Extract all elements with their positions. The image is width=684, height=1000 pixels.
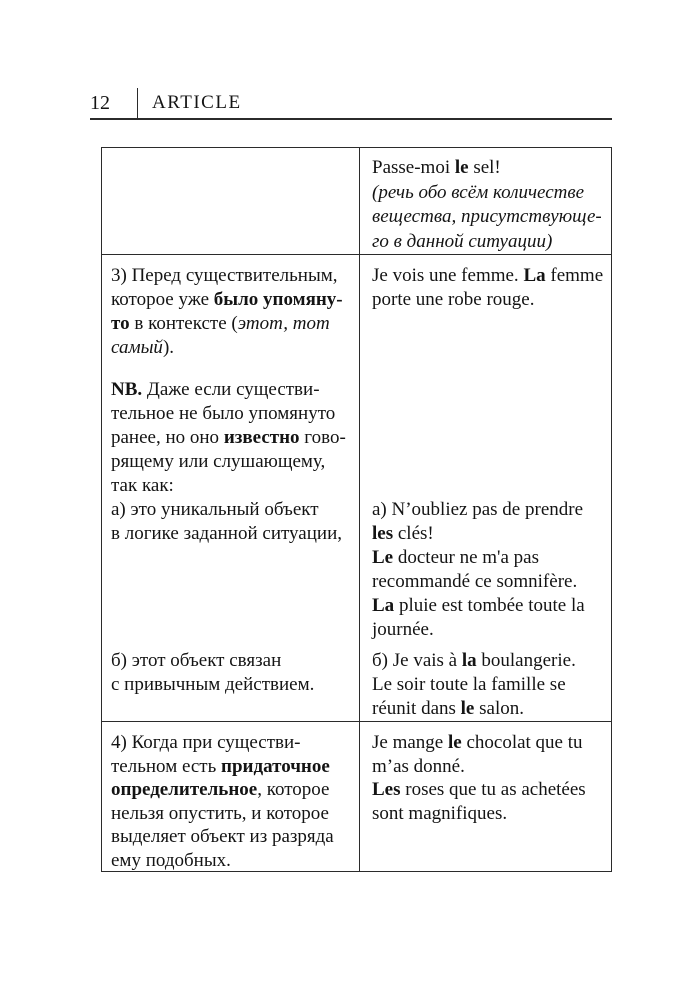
text-line	[111, 673, 351, 697]
text-run: нельзя опустить, и которое	[111, 802, 329, 824]
text-run: sont magnifiques.	[372, 802, 508, 824]
text-line	[111, 450, 351, 474]
text-run: le	[454, 157, 469, 178]
text-run: 3) Перед существительным,	[111, 265, 338, 286]
text-run: самый	[111, 337, 163, 358]
text-line	[111, 649, 351, 673]
text-run: гово-	[299, 427, 346, 448]
text-line	[372, 546, 607, 570]
table-cell-right	[359, 731, 611, 871]
text-line	[111, 264, 351, 288]
text-run: было упомяну-	[213, 289, 343, 310]
text-run: вещества, присутствующе-	[372, 206, 602, 227]
text-line	[372, 649, 607, 673]
text-line	[111, 402, 351, 426]
text-run: Je mange	[372, 732, 448, 753]
text-run: la	[461, 650, 477, 671]
text-line	[372, 522, 607, 546]
text-line	[111, 778, 351, 802]
text-run: femme	[545, 265, 604, 286]
table-cell-left	[102, 264, 359, 377]
text-line	[372, 594, 607, 618]
text-run: réunit dans	[372, 698, 461, 719]
text-line	[111, 474, 351, 498]
text-run: chocolat que tu	[461, 732, 583, 753]
text-line	[111, 426, 351, 450]
text-run: го в данной ситуации)	[372, 230, 553, 252]
text-run: ).	[162, 337, 175, 358]
text-run: journée.	[372, 619, 434, 640]
page-number: 12	[90, 91, 110, 114]
text-line	[372, 570, 607, 594]
text-run: Le	[372, 547, 394, 568]
text-run: Passe-moi	[372, 157, 455, 178]
text-run: с привычным действием.	[111, 674, 315, 695]
table-row	[102, 721, 611, 871]
text-run: le	[447, 732, 462, 753]
text-run: le	[460, 698, 475, 719]
text-line	[372, 778, 607, 802]
text-run: La	[372, 595, 395, 616]
table-cell-left	[102, 731, 359, 871]
table-cell-right	[359, 156, 611, 254]
text-run: Даже если существи-	[142, 379, 320, 400]
text-line	[372, 802, 607, 826]
text-line	[111, 731, 351, 755]
table-section	[102, 497, 611, 649]
text-line	[372, 230, 607, 255]
table-cell-right	[359, 378, 611, 497]
text-run: в логике заданной ситуации,	[111, 523, 342, 544]
table-section	[102, 722, 611, 871]
table-row	[102, 148, 611, 254]
text-run: этот, тот	[237, 313, 330, 334]
text-run: Je vois une femme.	[372, 265, 524, 286]
text-run: так как:	[111, 475, 174, 496]
text-run: (речь обо всём количестве	[372, 181, 585, 203]
text-line	[111, 522, 351, 546]
text-run: которое уже	[111, 289, 214, 310]
text-line	[372, 181, 607, 206]
table-cell-right	[359, 649, 611, 721]
text-run: выделяет объект из разряда	[111, 826, 334, 847]
text-line	[372, 697, 607, 721]
text-line	[111, 498, 351, 522]
text-line	[111, 288, 351, 312]
text-run: тельное не было упомянуто	[111, 403, 336, 424]
text-line	[372, 264, 607, 288]
text-run: определительное	[111, 779, 258, 800]
text-run: NB.	[111, 379, 143, 400]
text-run: clés!	[393, 523, 434, 544]
running-head	[90, 88, 612, 118]
text-line	[372, 755, 607, 779]
table-cell-right	[359, 264, 611, 377]
text-line	[372, 288, 607, 312]
text-run: тельном есть	[111, 755, 222, 777]
text-run: известно	[223, 427, 300, 448]
text-run: Le soir toute la famille se	[372, 674, 566, 695]
header-rule	[90, 118, 612, 120]
chapter-title: ARTICLE	[152, 92, 242, 113]
text-line	[111, 802, 351, 826]
table-section	[102, 649, 611, 721]
text-run: б) этот объект связан	[111, 650, 282, 671]
text-line	[111, 849, 351, 873]
text-run: docteur ne m'a pas	[393, 547, 539, 568]
table-row	[102, 254, 611, 721]
text-run: придаточное	[221, 755, 330, 777]
text-line	[111, 378, 351, 402]
text-run: в контексте (	[129, 313, 238, 334]
text-run: то	[111, 313, 130, 334]
table-cell-right	[359, 498, 611, 649]
text-line	[372, 498, 607, 522]
text-run: а) это уникальный объект	[111, 499, 319, 520]
table-section	[102, 377, 611, 497]
text-line	[111, 312, 351, 336]
text-run: а) N’oubliez pas de prendre	[372, 499, 584, 520]
text-run: recommandé ce somnifère.	[372, 571, 578, 592]
table-cell-left	[102, 378, 359, 497]
table-cell-left	[102, 498, 359, 649]
grammar-table	[101, 147, 612, 872]
text-run: б) Je vais à	[372, 650, 462, 671]
text-run: Les	[372, 779, 401, 800]
table-section	[102, 255, 611, 377]
text-run: boulangerie.	[476, 650, 576, 671]
text-run: roses que tu as achetées	[400, 779, 586, 800]
text-run: salon.	[474, 698, 524, 719]
header-divider	[137, 88, 138, 118]
text-line	[111, 755, 351, 779]
text-run: porte une robe rouge.	[372, 289, 535, 310]
text-line	[111, 336, 351, 360]
text-run: рящему или слушающему,	[111, 451, 326, 472]
text-run: les	[372, 523, 394, 544]
table-section	[102, 148, 611, 254]
text-line	[372, 618, 607, 642]
text-run: pluie est tombée toute la	[394, 595, 585, 616]
text-run: , которое	[257, 779, 330, 800]
table-cell-left	[102, 649, 359, 721]
table-cell-left	[102, 156, 359, 254]
text-line	[372, 205, 607, 230]
text-line	[372, 673, 607, 697]
text-run: ему подобных.	[111, 849, 231, 871]
text-line	[372, 156, 607, 181]
text-line	[111, 825, 351, 849]
text-run: m’as donné.	[372, 755, 465, 777]
text-run: sel!	[468, 157, 501, 178]
text-run: La	[523, 265, 546, 286]
text-run: 4) Когда при существи-	[111, 732, 301, 753]
text-line	[372, 731, 607, 755]
text-run: ранее, но оно	[111, 427, 224, 448]
